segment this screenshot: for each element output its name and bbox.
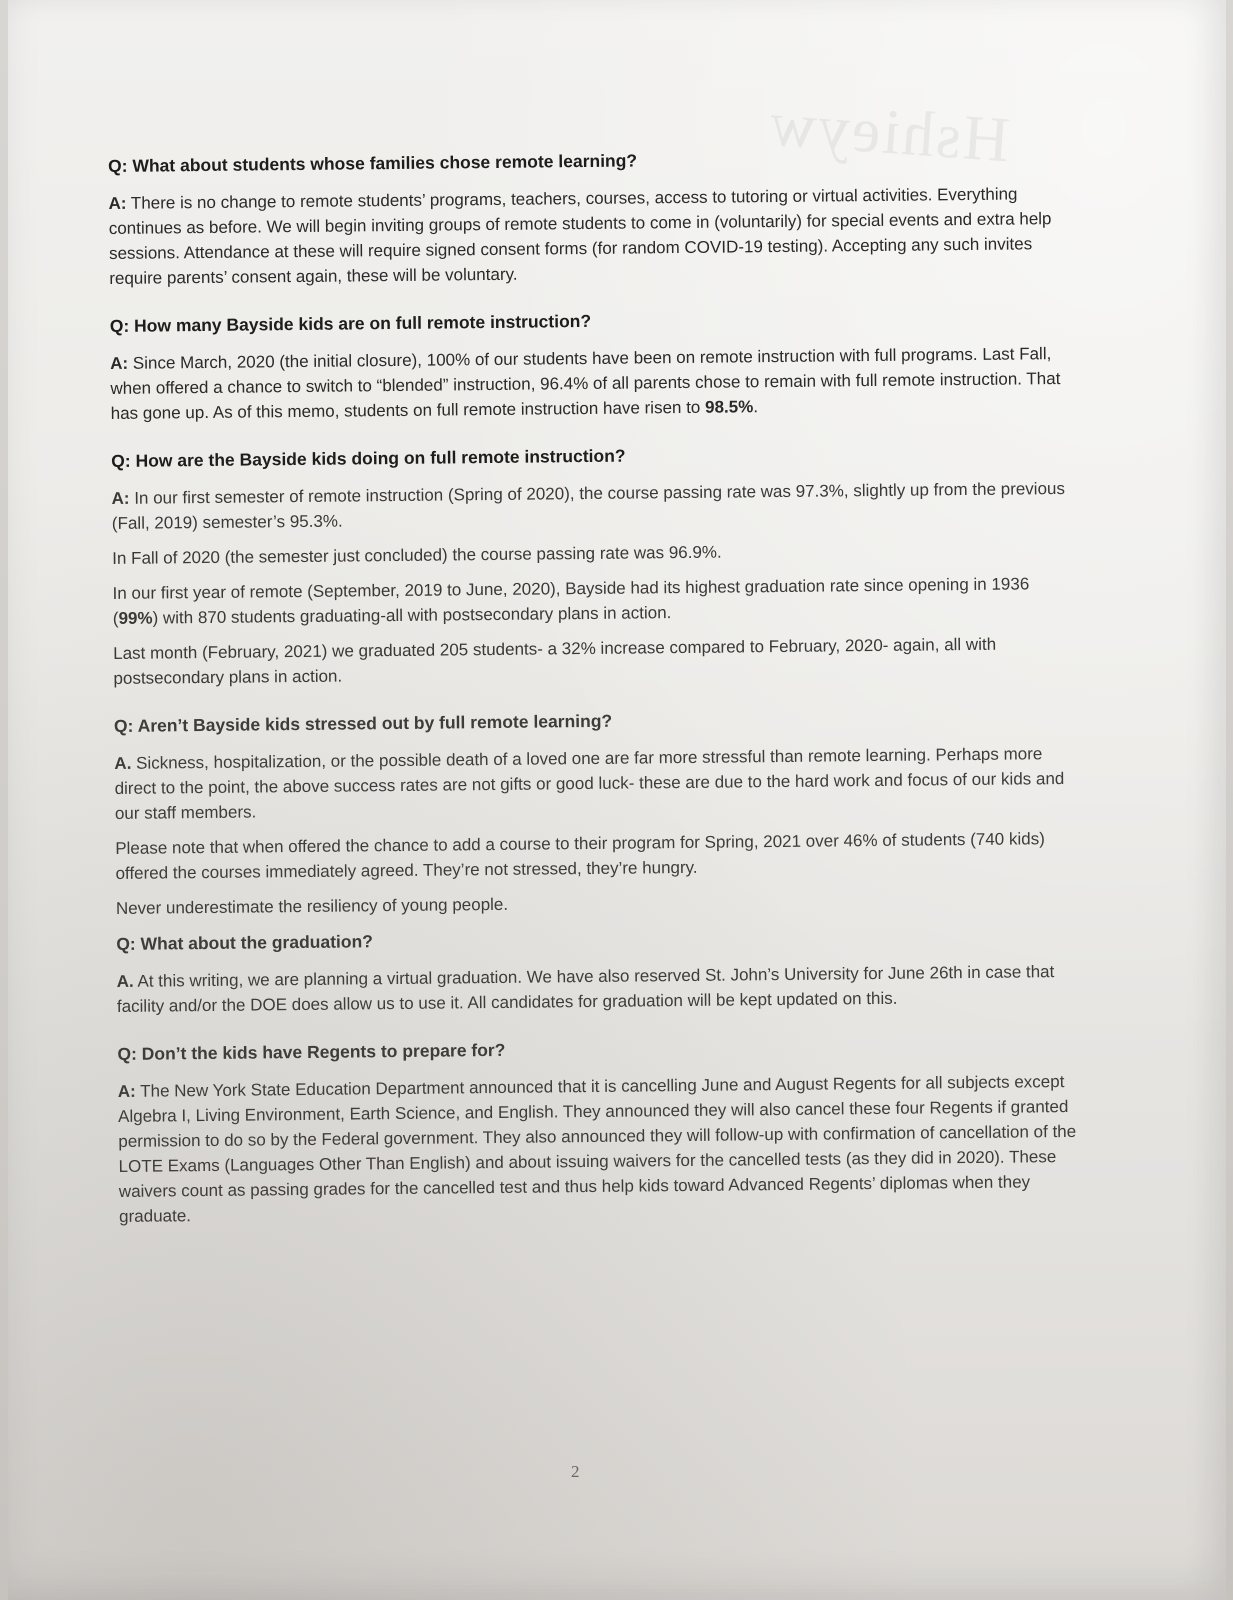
answer-paragraph [108, 181, 1069, 291]
answer-text: The New York State Education Department announced that it is cancelling June and August Regents for all subjects except Algebra I, Living Environment, Earth Science, and English. They announced they will also cancel these four Regents if granted permission to do so by the Federal government. They also announced they will follow-up with confirmation of cancellation of the LOTE Exams (Languages Other Than English) and about issuing waivers for the cancelled tests (as they did in 2020). These waivers count as passing grades for the cancelled test and thus help kids toward Advanced Regents’ diplomas when they graduate. [117, 1072, 1077, 1226]
qa-regents [117, 1033, 1079, 1229]
qa-stress [114, 705, 1076, 921]
qa-full-remote-count [110, 305, 1071, 426]
answer-paragraph-courses: Please note that when offered the chance to add a course to their program for Spring, 2021 over 46% of students (740 kids) offered the courses immediately agreed. They’re not stressed, they’re hungry. [115, 829, 1045, 883]
answer-text: There is no change to remote students’ programs, teachers, courses, access to tutoring or virtual activities. Everything continues as before. We will begin inviting groups of remote students to come in (voluntarily) for special events and extra help sessions. Attendance at these will require signed consent forms (for random COVID-19 testing). Accepting any such invites require parents’ consent again, these will be voluntary. [108, 184, 1052, 288]
answer-paragraph [114, 741, 1075, 826]
answer-paragraph-fall-2020: In Fall of 2020 (the semester just concluded) the course passing rate was 96.9%. [112, 542, 722, 568]
question-heading: Q: What about students whose families chose remote learning? [108, 150, 638, 176]
answer-label: A: [110, 353, 129, 373]
question-heading: Q: What about the graduation? [116, 931, 373, 954]
question-heading: Q: How are the Bayside kids doing on full remote instruction? [111, 445, 626, 471]
answer-paragraph [110, 341, 1071, 426]
page-number: 2 [571, 1462, 580, 1481]
bleed-through-watermark: Hshieyw [765, 87, 1012, 176]
qa-remote-learning-families [108, 145, 1069, 291]
question-heading: Q: Aren’t Bayside kids stressed out by full remote learning? [113, 710, 613, 736]
answer-paragraph [117, 959, 1077, 1019]
qa-remote-performance [111, 440, 1073, 691]
answer-label: A: [111, 488, 130, 508]
answer-text: Since March, 2020 (the initial closure), 100% of our students have been on remote instruction with full programs. Last Fall, when offered a chance to switch to “blended” instruction, 96.4% of all parents chose to remain with full remote instruction. That has gone up. As of this memo, students on full remote instruction have risen to [110, 344, 1061, 423]
memo-body [108, 145, 1079, 1253]
remote-rate-value: 98.5% [704, 397, 754, 417]
answer-text: Sickness, hospitalization, or the possible death of a loved one are far more stressful than remote learning. Perhaps more direct to the point, the above success rates are not gifts or good luck- these are due to the hard work and focus of our kids and our staff members. [114, 744, 1065, 823]
answer-text-end: ) with 870 students graduating-all with postsecondary plans in action. [152, 603, 672, 628]
qa-graduation [116, 923, 1077, 1019]
answer-paragraph-february: Last month (February, 2021) we graduated 205 students- a 32% increase compared to February, 2020- again, all with postsecondary plans in action. [113, 634, 997, 688]
answer-label: A: [117, 1081, 136, 1101]
answer-paragraph-graduation-rate [112, 571, 1072, 631]
answer-paragraph [118, 1069, 1080, 1229]
graduation-rate-value: 99% [118, 608, 153, 628]
question-heading: Q: How many Bayside kids are on full remote instruction? [109, 310, 592, 336]
question-heading: Q: Don’t the kids have Regents to prepare for? [117, 1039, 506, 1064]
answer-text: In our first year of remote (September, 2019 to June, 2020), Bayside had its highest graduation rate since opening in 1936 ( [112, 574, 1030, 628]
answer-text: At this writing, we are planning a virtual graduation. We have also reserved St. John’s University for June 26th in case that facility and/or the DOE does allow us to use it. All candidates for graduation will be kept updated on this. [116, 962, 1055, 1016]
answer-label: A: [108, 193, 127, 213]
answer-label: A. [114, 753, 132, 773]
answer-paragraph [111, 476, 1071, 536]
answer-text: In our first semester of remote instruction (Spring of 2020), the course passing rate was 97.3%, slightly up from the previous (Fall, 2019) semester’s 95.3%. [111, 478, 1066, 533]
paper-sheet [8, 0, 1226, 1600]
answer-label: A. [116, 971, 134, 991]
answer-paragraph-resiliency: Never underestimate the resiliency of young people. [115, 894, 509, 918]
answer-text-end: . [753, 397, 759, 417]
